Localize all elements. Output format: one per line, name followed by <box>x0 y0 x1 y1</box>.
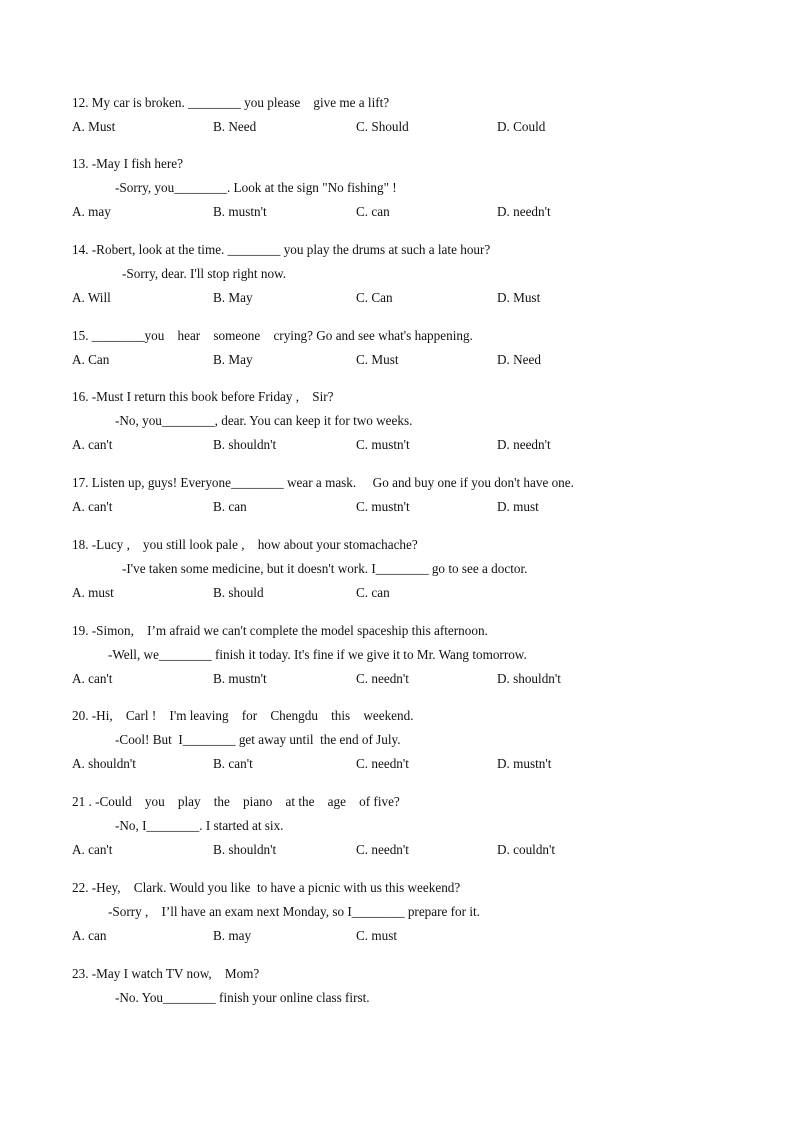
question-stem: 22. -Hey, Clark. Would you like to have a picnic with us this weekend? <box>72 880 461 895</box>
answer-option: A. can't <box>72 437 113 452</box>
answer-options <box>72 924 752 948</box>
answer-option: D. Could <box>497 119 546 134</box>
answer-option: C. needn't <box>356 671 409 686</box>
answer-option: D. mustn't <box>497 756 552 771</box>
answer-option: B. shouldn't <box>213 437 277 452</box>
answer-option: A. can't <box>72 499 113 514</box>
answer-option: D. Need <box>497 352 541 367</box>
answer-option: B. Need <box>213 119 257 134</box>
question-stem: 12. My car is broken. ________ you please give me a lift? <box>72 95 390 110</box>
question-response: -Cool! But I________ get away until the end of July. <box>115 732 401 747</box>
question-response: -I've taken some medicine, but it doesn't work. I________ go to see a doctor. <box>122 561 528 576</box>
question-item <box>72 790 752 862</box>
answer-options <box>72 838 752 862</box>
question-stem: 23. -May I watch TV now, Mom? <box>72 966 260 981</box>
answer-options <box>72 115 752 139</box>
question-stem: 13. -May I fish here? <box>72 156 183 171</box>
question-stem: 18. -Lucy , you still look pale , how about your stomachache? <box>72 537 418 552</box>
answer-options <box>72 495 752 519</box>
question-item <box>72 619 752 691</box>
answer-option: B. May <box>213 290 253 305</box>
answer-option: C. must <box>356 928 398 943</box>
answer-option: A. can't <box>72 671 113 686</box>
answer-options <box>72 581 752 605</box>
answer-option: D. Must <box>497 290 541 305</box>
answer-option: C. mustn't <box>356 499 410 514</box>
question-item <box>72 152 752 224</box>
question-response: -Well, we________ finish it today. It's fine if we give it to Mr. Wang tomorrow. <box>108 647 527 662</box>
answer-option: B. should <box>213 585 264 600</box>
answer-option: C. can <box>356 585 390 600</box>
answer-option: A. must <box>72 585 114 600</box>
question-item <box>72 324 752 372</box>
question-response: -No, you________, dear. You can keep it for two weeks. <box>115 413 413 428</box>
answer-option: A. can't <box>72 842 113 857</box>
question-item <box>72 962 752 1010</box>
answer-option: B. may <box>213 928 252 943</box>
answer-option: C. needn't <box>356 842 409 857</box>
answer-option: B. shouldn't <box>213 842 277 857</box>
question-stem: 15. ________you hear someone crying? Go and see what's happening. <box>72 328 473 343</box>
answer-option: A. Will <box>72 290 111 305</box>
question-stem: 19. -Simon, I’m afraid we can't complete the model spaceship this afternoon. <box>72 623 488 638</box>
question-item <box>72 533 752 605</box>
answer-option: A. Can <box>72 352 110 367</box>
answer-option: D. needn't <box>497 204 551 219</box>
answer-option: C. Should <box>356 119 409 134</box>
answer-options <box>72 667 752 691</box>
answer-option: B. May <box>213 352 253 367</box>
question-response: -Sorry, dear. I'll stop right now. <box>122 266 287 281</box>
question-item <box>72 385 752 457</box>
question-item <box>72 91 752 139</box>
question-response: -Sorry, you________. Look at the sign "No fishing" ! <box>115 180 397 195</box>
answer-option: A. shouldn't <box>72 756 136 771</box>
question-item <box>72 704 752 776</box>
answer-option: D. must <box>497 499 539 514</box>
answer-options <box>72 286 752 310</box>
question-stem: 17. Listen up, guys! Everyone________ wear a mask. Go and buy one if you don't have one. <box>72 475 574 490</box>
answer-options <box>72 752 752 776</box>
question-stem: 16. -Must I return this book before Friday , Sir? <box>72 389 334 404</box>
answer-option: A. Must <box>72 119 116 134</box>
question-stem: 14. -Robert, look at the time. ________ you play the drums at such a late hour? <box>72 242 491 257</box>
answer-option: D. shouldn't <box>497 671 561 686</box>
answer-option: D. needn't <box>497 437 551 452</box>
answer-option: D. couldn't <box>497 842 556 857</box>
answer-option: C. mustn't <box>356 437 410 452</box>
question-response: -Sorry , I’ll have an exam next Monday, so I________ prepare for it. <box>108 904 480 919</box>
question-stem: 20. -Hi, Carl ! I'm leaving for Chengdu this weekend. <box>72 708 414 723</box>
answer-options <box>72 200 752 224</box>
answer-option: C. Can <box>356 290 393 305</box>
answer-option: A. can <box>72 928 107 943</box>
answer-option: B. can't <box>213 756 253 771</box>
answer-option: C. Must <box>356 352 399 367</box>
question-stem: 21 . -Could you play the piano at the age of five? <box>72 794 400 809</box>
answer-option: C. can <box>356 204 390 219</box>
answer-options <box>72 433 752 457</box>
answer-option: A. may <box>72 204 111 219</box>
answer-option: B. mustn't <box>213 204 267 219</box>
question-item <box>72 238 752 310</box>
question-response: -No, I________. I started at six. <box>115 818 284 833</box>
question-item <box>72 471 752 519</box>
answer-option: C. needn't <box>356 756 409 771</box>
answer-option: B. mustn't <box>213 671 267 686</box>
question-response: -No. You________ finish your online class first. <box>115 990 370 1005</box>
answer-option: B. can <box>213 499 247 514</box>
answer-options <box>72 348 752 372</box>
question-item <box>72 876 752 948</box>
